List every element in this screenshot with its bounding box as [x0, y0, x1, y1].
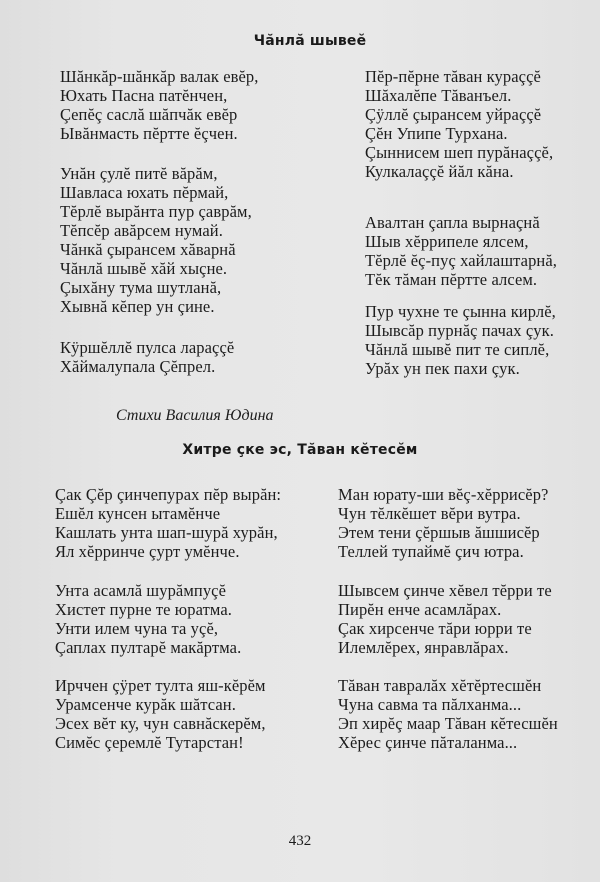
verse-line: Хистет пурне те юратма. — [55, 600, 232, 619]
poem1-right-stanza-2 — [365, 213, 557, 289]
verse-line: Пур чухне те çынна кирлĕ, — [365, 302, 556, 321]
verse-line: Тăван тавралăх хĕтĕртесшĕн — [338, 676, 542, 695]
poem1-title: Чăнлă шывеĕ — [253, 33, 367, 49]
poem2-right-stanza-1 — [338, 485, 548, 561]
verse-line: Çĕн Упипе Турхана. — [365, 124, 508, 143]
verse-line: Ял хĕрринче çурт умĕнче. — [55, 542, 240, 561]
verse-line: Унта асамлă шурăмпуçĕ — [55, 581, 227, 600]
poem2-left-stanza-2 — [55, 581, 241, 657]
poem1-left-stanza-1 — [60, 67, 259, 143]
verse-line: Хĕрес çинче пăталанма... — [338, 733, 518, 752]
verse-line: Çаплах пултарĕ макăртма. — [55, 638, 242, 657]
poem2-title: Хитре çке эс, Тăван кĕтесĕм — [182, 442, 418, 458]
verse-line: Çак хирсенче тăри юрри те — [338, 619, 532, 638]
poem1-right-stanza-3 — [365, 302, 556, 378]
verse-line: Чăнлă шывĕ хăй хыçне. — [60, 259, 228, 278]
verse-line: Хывнă кĕпер ун çине. — [60, 297, 215, 316]
verse-line: Шывсăр пурнăç пачах çук. — [365, 321, 554, 340]
verse-line: Чун тĕлкĕшет вĕри вутра. — [338, 504, 521, 523]
verse-line: Симĕс çеремлĕ Тутарстан! — [55, 733, 244, 752]
verse-line: Теллей тупаймĕ çич ютра. — [338, 542, 524, 561]
verse-line: Чăнлă шывĕ пит те сиплĕ, — [365, 340, 550, 359]
poem2-left-stanza-3 — [55, 676, 266, 752]
poem1-right-stanza-1 — [365, 67, 553, 181]
verse-line: Тĕрлĕ вырăнта пур çаврăм, — [60, 202, 252, 221]
verse-line: Илемлĕрех, янравлăрах. — [338, 638, 509, 657]
verse-line: Çак Çĕр çинчепурах пĕр вырăн: — [55, 485, 282, 504]
poem1-left-stanza-3 — [60, 338, 234, 376]
verse-line: Çÿллĕ çырансем уйраççĕ — [365, 105, 542, 124]
verse-line: Эп хирĕç маар Тăван кĕтесшĕн — [338, 714, 558, 733]
verse-line: Ирччен çÿрет тулта яш-кĕрĕм — [55, 676, 266, 695]
verse-line: Кашлать унта шап-шурă хурăн, — [55, 523, 278, 542]
verse-line: Чăнкă çырансем хăварнă — [60, 240, 236, 259]
verse-line: Урăх ун пек пахи çук. — [365, 359, 520, 378]
verse-line: Тĕк тăман пĕртте алсем. — [365, 270, 538, 289]
poem2-left-stanza-1 — [55, 485, 281, 561]
verse-line: Юхать Пасна патĕнчен, — [60, 86, 228, 105]
verse-line: Урамсенче курăк шăтсан. — [55, 695, 236, 714]
verse-line: Пирĕн енче асамлăрах. — [338, 600, 502, 619]
verse-line: Çыхăну тума шутланă, — [60, 278, 222, 297]
verse-line: Ман юрату-ши вĕç-хĕррисĕр? — [338, 485, 549, 504]
verse-line: Чуна савма та пăлханма... — [338, 695, 522, 714]
verse-line: Шăнкăр-шăнкăр валак евĕр, — [60, 67, 259, 86]
verse-line: Ешĕл кунсен ытамĕнче — [55, 504, 221, 523]
poem1-left-stanza-2 — [60, 164, 252, 316]
verse-line: Хăймалупала Çĕпрел. — [60, 357, 216, 376]
poem-author: Стихи Василия Юдина — [116, 407, 274, 424]
verse-line: Пĕр-пĕрне тăван кураççĕ — [365, 67, 541, 86]
verse-line: Этем тени çĕршыв ăшшисĕр — [338, 523, 540, 542]
poem2-right-stanza-2 — [338, 581, 552, 657]
poem2-right-stanza-3 — [338, 676, 558, 752]
verse-line: Кÿршĕллĕ пулса лараççĕ — [60, 338, 235, 357]
verse-line: Унăн çулĕ питĕ вăрăм, — [60, 164, 218, 183]
page-number: 432 — [288, 833, 312, 849]
verse-line: Кулкалаççĕ йăл кăна. — [365, 162, 514, 181]
verse-line: Ывăнмасть пĕртте ĕçчен. — [60, 124, 238, 143]
verse-line: Шыв хĕррипеле ялсем, — [365, 232, 529, 251]
verse-line: Унти илем чуна та уçĕ, — [55, 619, 219, 638]
verse-line: Эсех вĕт ку, чун савнăскерĕм, — [55, 714, 266, 733]
verse-line: Шывсем çинче хĕвел тĕрри те — [338, 581, 552, 600]
verse-line: Тĕпсĕр авăрсем нумай. — [60, 221, 223, 240]
verse-line: Шавласа юхать пĕрмай, — [60, 183, 229, 202]
verse-line: Тĕрлĕ ĕç-пуç хайлаштарнă, — [365, 251, 558, 270]
verse-line: Авалтан çапла вырнаçнă — [365, 213, 540, 232]
verse-line: Шăхалĕпе Тăванъел. — [365, 86, 512, 105]
verse-line: Çыннисем шеп пурăнаççĕ, — [365, 143, 554, 162]
verse-line: Çепĕç саслă шăпчăк евĕр — [60, 105, 238, 124]
